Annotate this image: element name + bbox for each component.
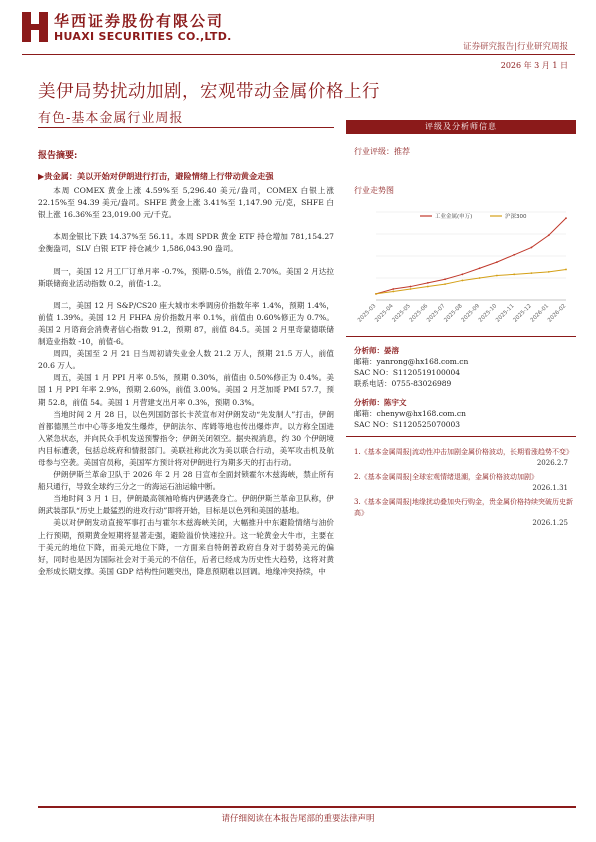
- analyst-phone: 联系电话：0755-83026989: [354, 379, 452, 388]
- chart-point: [531, 272, 533, 274]
- chart-point: [392, 291, 394, 293]
- abstract-paragraph: 周一，美国 12 月工厂订单月率 -0.7%，预期-0.5%，前值 2.70%。美国 2 月达拉斯联储商业活动指数 0.2，前值-1.2。: [38, 266, 334, 288]
- related-report-title: 2.《基本金属周报|全球宏观情绪退潮，金属价格波动加剧》: [354, 473, 539, 481]
- chart-x-tick-label: 2025-09: [460, 303, 482, 324]
- related-reports: [354, 447, 576, 529]
- industry-rating: 行业评级：推荐: [354, 147, 410, 156]
- chart-legend-label: 工业金属(申万): [435, 214, 473, 220]
- chart-point: [513, 254, 515, 256]
- abstract-paragraph: 本周金银比下跌 14.37%至 56.11。本周 SPDR 黄金 ETF 持仓增加 781,154.27 金衡盎司，SLV 白银 ETF 持仓减少 1,586,043.90 盎司。: [38, 232, 334, 254]
- chart-x-tick-label: 2026-01: [529, 303, 551, 324]
- sidebar-divider: [346, 436, 576, 437]
- analyst-block: [354, 397, 576, 430]
- related-report-title: 3.《基本金属周报|地缘扰动叠加央行购金，贵金属价格持续突破历史新高》: [354, 498, 574, 517]
- chart-point: [427, 282, 429, 284]
- chart-point: [565, 217, 567, 219]
- chart-x-tick-label: 2025-08: [443, 303, 464, 324]
- chart-point: [444, 278, 446, 280]
- company-logo: [22, 12, 48, 42]
- related-report-date: 2026.1.25: [532, 519, 568, 527]
- abstract-paragraph: 美以对伊朗发动直接军事打击与霍尔木兹海峡关闭，大幅推升中东避险情绪与油价上行预期，预期黄金短期将显著走强，避险溢价快速拉升。这一轮黄金大牛市，主要在于美元的地位下降，而美元地位下降，一方面来自特朗普政府自身对于弱势美元的偏好，同时也是因为国际社会对于美元的不信任，后者已经成为历史性大趋势，这将对黄金形成长期支撑。美国 GDP 结构性问题突出，降息预期难以回调。地缘冲突持续，中: [38, 518, 334, 576]
- related-report-date: 2026.2.7: [536, 458, 568, 467]
- abstract-paragraph: 当地时间 3 月 1 日，伊朗最高领袖哈梅内伊遇袭身亡。伊朗伊斯兰革命卫队称，伊朗武装部队“历史上最猛烈的进攻行动”即将开始，目标是以色列和美国的基地。: [38, 494, 334, 516]
- related-report-item[interactable]: [354, 472, 576, 493]
- chart-point: [496, 261, 498, 263]
- chart-x-tick-label: 2025-05: [391, 303, 412, 324]
- chart-point: [375, 293, 377, 295]
- chart-point: [479, 277, 481, 279]
- chart-x-tick-label: 2025-06: [408, 303, 430, 324]
- abstract-lead: ▶贵金属：美以开始对伊朗进行打击，避险情绪上行带动黄金走强: [38, 171, 274, 182]
- chart-point: [479, 267, 481, 269]
- chart-point: [427, 286, 429, 288]
- chart-point: [565, 269, 567, 271]
- chart-x-tick-label: 2025-11: [495, 303, 516, 324]
- chart-point: [410, 288, 412, 290]
- chart-point: [548, 271, 550, 273]
- report-title: 美伊局势扰动加剧，宏观带动金属价格上行: [38, 82, 380, 102]
- report-type: 证券研究报告|行业研究周报: [463, 42, 568, 52]
- sidebar-divider: [346, 336, 576, 337]
- chart-point: [548, 234, 550, 236]
- related-report-item[interactable]: [354, 497, 576, 529]
- header-divider: [22, 54, 575, 55]
- related-report-item[interactable]: [354, 447, 576, 468]
- chart-point: [392, 288, 394, 290]
- company-name-en: HUAXI SECURITIES CO.,LTD.: [54, 30, 232, 43]
- chart-legend-label: 沪深300: [505, 214, 527, 220]
- chart-title: 行业走势图: [354, 186, 394, 195]
- abstract-heading: 报告摘要:: [38, 151, 78, 161]
- analyst-sac: SAC NO：S1120525070003: [354, 420, 461, 429]
- abstract-paragraph: 伊朗伊斯兰革命卫队于 2026 年 2 月 28 日宣布全面封锁霍尔木兹海峡，禁止所有船只通行，导致全球约三分之一的海运石油运输中断。: [38, 470, 334, 492]
- chart-x-tick-label: 2025-07: [426, 303, 447, 324]
- abstract-paragraph: 当地时间 2 月 28 日，以色列国防部长卡茨宣布对伊朗发动“先发制人”打击，伊朗首都德黑兰市中心等多地发生爆炸，伊朗法尔、库姆等地也传出爆炸声。以方称全国进入紧急状态，并向民众手机发送预警指令；伊朗关闭领空。据央视消息，约 30 个伊朗境内目标遭袭，包括总统府和情报部门。美联社称此次为美以联合行动，美军攻击机及航母参与空袭。美国官员称，美国军方预计将对伊朗进行为期多天的打击行动。: [38, 409, 334, 467]
- report-subtitle: 有色-基本金属行业周报: [38, 111, 184, 126]
- footer-disclaimer: 请仔细阅读在本报告尾部的重要法律声明: [221, 814, 375, 824]
- chart-point: [461, 273, 463, 275]
- trend-chart-svg: [350, 202, 572, 330]
- footer-divider: [38, 806, 576, 808]
- industry-trend-chart: [350, 202, 572, 330]
- abstract-paragraph: 周二，美国 12 月 S&P/CS20 座大城市未季调房价指数年率 1.4%，预期 1.4%，前值 1.39%。美国 12 月 FHFA 房价指数月率 0.1%，前值由 0.60%修正为 0.7%。美国 2 月谘商会消费者信心指数 91.2，预期 87，前值 84.5。美国 2 月里奇蒙德联储制造业指数 -10，前值-6。: [38, 300, 334, 347]
- chart-x-tick-label: 2025-04: [374, 303, 395, 324]
- chart-x-tick-label: 2025-03: [356, 303, 378, 324]
- chart-point: [444, 283, 446, 285]
- chart-point: [461, 280, 463, 282]
- analyst-sac: SAC NO：S1120519100004: [354, 368, 461, 377]
- chart-series-line: [376, 269, 566, 293]
- subtitle-divider: [38, 127, 334, 128]
- chart-point: [513, 273, 515, 275]
- chart-x-tick-label: 2025-10: [477, 303, 499, 324]
- abstract-paragraph: 周五，美国 1 月 PPI 月率 0.5%，预期 0.30%，前值由 0.50%修正为 0.4%。美国 1 月 PPI 年率 2.9%，预期 2.60%，前值 3.00%。美国 2 月芝加哥 PMI 57.7，预期 52.8，前值 54。美国 1 月营建支出月率 0.3%，预期 0.3%。: [38, 373, 334, 407]
- analyst-name: 分析师：晏溶: [354, 346, 399, 355]
- chart-x-tick-label: 2025-12: [512, 303, 533, 324]
- chart-point: [496, 275, 498, 277]
- analyst-name: 分析师：陈宇文: [354, 398, 407, 407]
- sidebar-banner: 评级及分析师信息: [346, 120, 576, 134]
- report-date: 2026 年 3 月 1 日: [500, 61, 568, 70]
- abstract-paragraph: 周四，美国至 2 月 21 日当周初请失业金人数 21.2 万人，预期 21.5 万人，前值 20.6 万人。: [38, 349, 334, 371]
- chart-point: [531, 247, 533, 249]
- chart-x-tick-label: 2026-02: [546, 303, 568, 324]
- abstract-paragraph: 本周 COMEX 黄金上涨 4.59%至 5,296.40 美元/盎司，COMEX 白银上涨 22.15%至 94.39 美元/盎司。SHFE 黄金上涨 3.41%至 1,147.90 元/克，SHFE 白银上涨 16.36%至 23,019.00 元/千克。: [38, 186, 334, 220]
- related-report-date: 2026.1.31: [532, 483, 568, 492]
- analyst-email: 邮箱：yanrong@hx168.com.cn: [354, 357, 469, 366]
- sidebar: [346, 120, 576, 533]
- abstract-section: [38, 150, 334, 578]
- analyst-block: [354, 345, 576, 389]
- chart-point: [410, 286, 412, 288]
- related-report-title: 1.《基本金属周报|流动性冲击加剧金属价格波动，长期看涨趋势不变》: [354, 448, 574, 456]
- analyst-email: 邮箱：chenyw@hx168.com.cn: [354, 409, 466, 418]
- company-name-cn: 华西证券股份有限公司: [54, 12, 225, 30]
